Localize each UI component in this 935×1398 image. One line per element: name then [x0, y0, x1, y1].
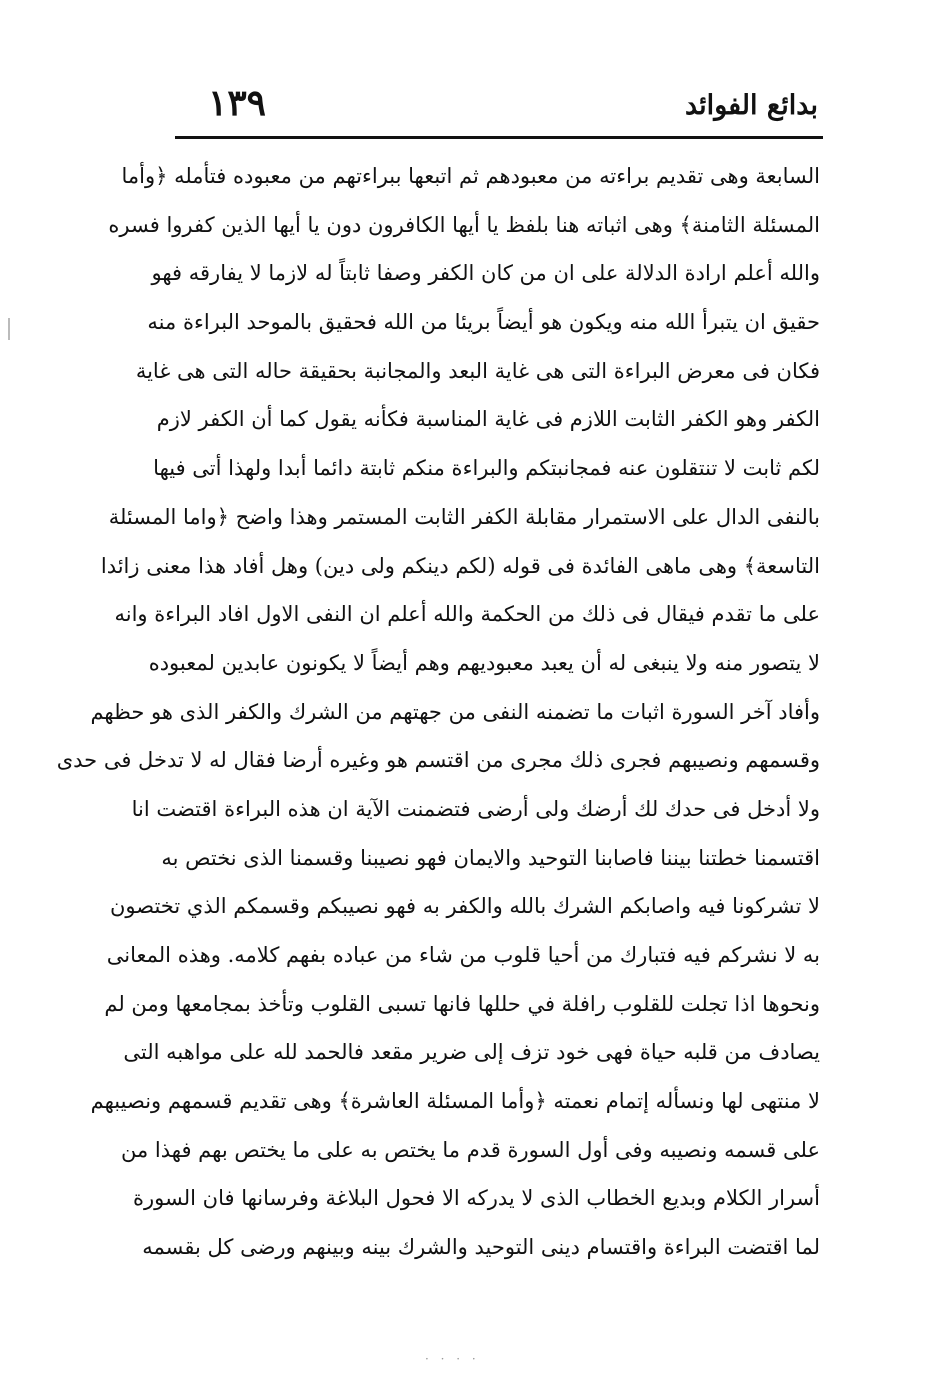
text-line: الكفر وهو الكفر الثابت اللازم فى غاية المناسبة فكأنه يقول كما أن الكفر لازم	[156, 407, 820, 432]
margin-mark	[8, 318, 10, 340]
text-line: أسرار الكلام وبديع الخطاب الذى لا يدركه الا فحول البلاغة وفرسانها فان السورة	[133, 1186, 820, 1211]
text-line: ولا أدخل فى حدك لك أرضك ولى أرضى فتضمنت الآية ان هذه البراءة اقتضت انا	[131, 796, 820, 821]
text-line: على قسمه ونصيبه وفى أول السورة قدم ما يختص به على ما يختص بهم فهذا من	[121, 1137, 820, 1162]
body-text	[56, 152, 820, 1272]
header-rule	[175, 136, 823, 139]
text-line: التاسعة﴾ وهى ماهى الفائدة فى قوله (لكم دينكم ولى دين) وهل أفاد هذا معنى زائدا	[100, 553, 820, 578]
text-line: المسئلة الثامنة﴾ وهى اثباته هنا بلفظ يا أيها الكافرون دون يا أيها الذين كفروا فسره	[108, 212, 820, 237]
page-number: ١٣٩	[208, 82, 267, 124]
book-title: بدائع الفوائد	[685, 90, 818, 121]
text-line: لا يتصور منه ولا ينبغى له أن يعبد معبوديهم وهم أيضاً لا يكونون عابدين لمعبوده	[148, 650, 820, 675]
page-header	[178, 82, 818, 132]
text-line: على ما تقدم فيقال فى ذلك من الحكمة والله أعلم ان النفى الاول افاد البراءة وانه	[114, 602, 820, 627]
text-line: السابعة وهى تقديم براءته من معبودهم ثم اتبعها ببراءتهم من معبوده فتأمله ﴿وأما	[121, 164, 820, 188]
text-line: به لا نشركم فيه فتبارك من أحيا قلوب من شاء من عباده بفهم كلامه. وهذه المعانى	[106, 943, 820, 967]
text-line: لا منتهى لها ونسأله إتمام نعمته ﴿وأما المسئلة العاشرة﴾ وهى تقديم قسمهم ونصيبهم	[90, 1089, 820, 1114]
text-line: يصادف من قلبه حياة فهى خود تزف إلى ضرير مقعد فالحمد لله على مواهبه التى	[123, 1040, 820, 1065]
text-line: بالنفى الدال على الاستمرار مقابلة الكفر الثابت المستمر وهذا واضح ﴿واما المسئلة	[108, 504, 820, 529]
text-line: اقتسمنا خطتنا بيننا فاصابنا التوحيد والايمان فهو نصيبنا وقسمنا الذى نختص به	[161, 845, 820, 870]
text-line: فكان فى معرض البراءة التى هى غاية البعد والمجانبة بحقيقة حاله التى هى غاية	[135, 358, 820, 383]
text-line: وأفاد آخر السورة اثبات ما تضمنه النفى من جهتهم من الشرك والكفر الذى هو حظهم	[90, 699, 820, 724]
text-line: حقيق ان يتبرأ الله منه ويكون هو أيضاً بريئا من الله فحقيق بالموحد البراءة منه	[147, 310, 820, 335]
text-line: ونحوها اذا تجلت للقلوب رافلة في حللها فانها تسبى القلوب وتأخذ بمجامعها ومن لم	[104, 991, 820, 1016]
scan-speckles: · · · ·	[425, 1352, 480, 1366]
text-line: لما اقتضت البراءة واقتسام دينى التوحيد والشرك بينه وبينهم ورضى كل بقسمه	[142, 1235, 820, 1260]
text-line: لكم ثابت لا تنتقلون عنه فمجانبتكم والبراءة منكم ثابتة دائما أبدا ولهذا أتى فيها	[153, 456, 820, 481]
text-line: لا تشركونا فيه واصابكم الشرك بالله والكفر به فهو نصيبكم وقسمكم الذي تختصون	[109, 894, 820, 919]
text-line: وقسمهم ونصيبهم فجرى ذلك مجرى من اقتسم هو وغيره أرضا فقال له لا تدخل فى حدى	[56, 748, 820, 773]
text-line: والله أعلم ارادة الدلالة على ان من كان الكفر وصفا ثابتاً له لازما لا يفارقه فهو	[151, 261, 820, 286]
